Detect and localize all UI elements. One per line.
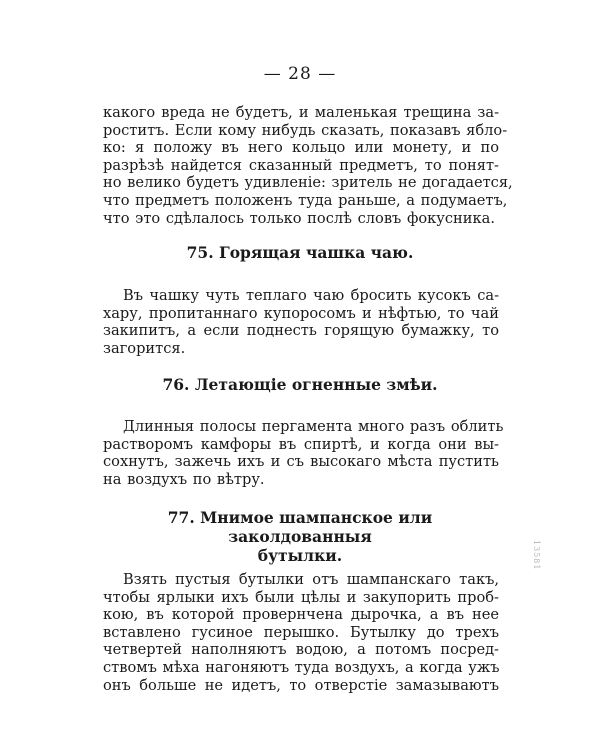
text-line: но велико будетъ удивленіе: зритель не догадается,	[103, 174, 513, 192]
text-line: растворомъ камфоры въ спиртѣ, и когда они вы-	[103, 435, 499, 453]
text-line: роститъ. Если кому нибудь сказать, показавъ ябло-	[103, 121, 508, 139]
text-line: Длинныя полосы пергамента много разъ облить	[123, 418, 504, 435]
heading-line: 75. Горящая чашка чаю.	[186, 243, 414, 262]
text-line: разрѣзѣ найдется сказанный предметъ, то понят-	[103, 156, 499, 174]
section-77-paragraph	[103, 571, 499, 694]
text-line: сохнутъ, зажечь ихъ и съ высокаго мѣста пустить	[103, 453, 499, 471]
heading-line: 76. Летающіе огненные змѣи.	[162, 375, 438, 394]
page-number: — 28 —	[263, 64, 337, 84]
text-line: онъ больше не идетъ, то отверстіе замазываютъ	[103, 676, 499, 694]
text-line: кою, въ которой провернчена дырочка, а въ нее	[103, 606, 499, 624]
library-stamp: 13581	[532, 540, 541, 571]
section-75-paragraph	[103, 287, 499, 357]
text-line: чтобы ярлыки ихъ были цѣлы и закупорить проб-	[103, 588, 499, 606]
heading-line: 77. Мнимое шампанское или заколдованныя	[167, 508, 433, 546]
text-line: ствомъ мѣха нагоняютъ туда воздухъ, а когда ужъ	[103, 658, 500, 676]
text-line: четвертей наполняютъ водою, а потомъ посред-	[103, 641, 499, 659]
intro-paragraph	[103, 104, 513, 227]
section-76-paragraph	[103, 418, 504, 488]
text-line: Взять пустыя бутылки отъ шампанскаго такъ,	[123, 571, 499, 588]
text-line: что предметъ положенъ туда раньше, а подумаетъ,	[103, 191, 508, 209]
text-line: загорится.	[103, 339, 186, 357]
section-75-heading	[100, 243, 500, 262]
section-76-heading	[100, 375, 500, 394]
heading-line: бутылки.	[257, 546, 343, 565]
text-line: ко: я положу въ него кольцо или монету, и по	[103, 139, 499, 157]
text-line: Въ чашку чуть теплаго чаю бросить кусокъ са-	[123, 287, 499, 304]
text-line: вставлено гусиное перышко. Бутылку до трехъ	[103, 623, 499, 641]
text-line: хару, пропитаннаго купоросомъ и нѣфтью, то чай	[103, 304, 499, 322]
section-77-heading	[100, 508, 500, 565]
text-line: какого вреда не будетъ, и маленькая трещина за-	[103, 104, 499, 121]
text-line: что это сдѣлалось только послѣ словъ фокусника.	[103, 209, 495, 227]
text-line: на воздухъ по вѣтру.	[103, 470, 265, 488]
text-line: закипитъ, а если поднесть горящую бумажку, то	[103, 322, 499, 340]
